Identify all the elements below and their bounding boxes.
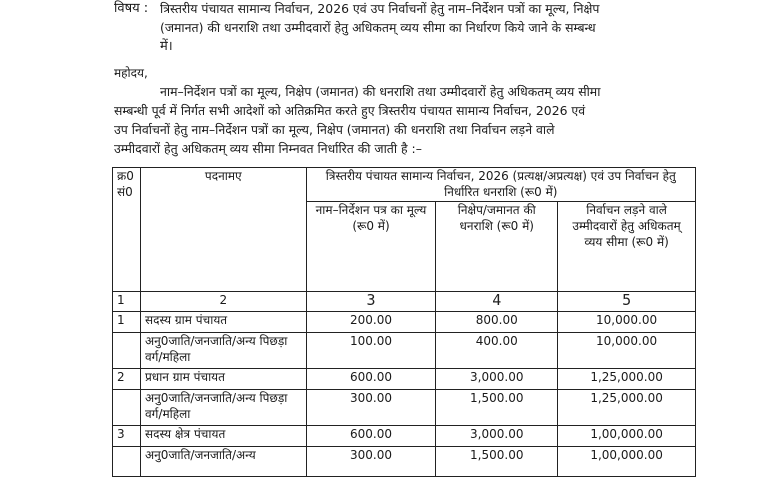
subject-line-1: त्रिस्तरीय पंचायत सामान्य निर्वाचन, 2026 एवं उप निर्वाचनों हेतु नाम–निर्देशन पत्रों का मूल्य, निक्षेप <box>160 1 600 16</box>
row-expense: 10,000.00 <box>558 333 696 369</box>
row-deposit: 3,000.00 <box>436 369 558 390</box>
row-nomination: 600.00 <box>306 369 436 390</box>
row-serial <box>113 333 141 369</box>
row-deposit: 1,500.00 <box>436 447 558 477</box>
header-group: त्रिस्तरीय पंचायत सामान्य निर्वाचन, 2026 (प्रत्यक्ष/अप्रत्यक्ष) एवं उप निर्वाचन हेतु निर्धारित धनराशि (रू0 में) <box>306 168 695 202</box>
table-row <box>113 333 696 369</box>
num-cell-4: 4 <box>436 292 558 312</box>
num-cell-1: 1 <box>113 292 141 312</box>
row-post: सदस्य ग्राम पंचायत <box>140 312 306 333</box>
table-number-row <box>113 292 696 312</box>
row-nomination: 100.00 <box>306 333 436 369</box>
row-deposit: 1,500.00 <box>436 390 558 426</box>
row-post: अनु0जाति/जनजाति/अन्य पिछड़ा वर्ग/महिला <box>140 333 306 369</box>
table-row <box>113 312 696 333</box>
row-post: प्रधान ग्राम पंचायत <box>140 369 306 390</box>
row-deposit: 400.00 <box>436 333 558 369</box>
row-nomination: 300.00 <box>306 447 436 477</box>
num-cell-2: 2 <box>140 292 306 312</box>
row-post: अनु0जाति/जनजाति/अन्य <box>140 447 306 477</box>
row-expense: 1,00,000.00 <box>558 447 696 477</box>
row-expense: 1,00,000.00 <box>558 426 696 447</box>
header-post: पदनामए <box>140 168 306 292</box>
table-row <box>113 369 696 390</box>
row-nomination: 200.00 <box>306 312 436 333</box>
row-serial <box>113 390 141 426</box>
row-expense: 1,25,000.00 <box>558 390 696 426</box>
row-serial: 1 <box>113 312 141 333</box>
row-deposit: 800.00 <box>436 312 558 333</box>
header-expense: निर्वाचन लड़ने वाले उम्मीदवारों हेतु अधिकतम् व्यय सीमा (रू0 में) <box>558 202 696 292</box>
fee-table <box>112 167 696 477</box>
row-expense: 10,000.00 <box>558 312 696 333</box>
num-cell-5: 5 <box>558 292 696 312</box>
table-header-row-1 <box>113 168 696 202</box>
num-cell-3: 3 <box>306 292 436 312</box>
row-serial: 2 <box>113 369 141 390</box>
header-nomination: नाम–निर्देशन पत्र का मूल्य (रू0 में) <box>306 202 436 292</box>
row-nomination: 300.00 <box>306 390 436 426</box>
salutation: महोदय, <box>114 66 148 80</box>
row-serial: 3 <box>113 426 141 447</box>
subject-line-3: में। <box>160 39 173 54</box>
row-expense: 1,25,000.00 <box>558 369 696 390</box>
row-serial <box>113 447 141 477</box>
row-nomination: 600.00 <box>306 426 436 447</box>
row-post: अनु0जाति/जनजाति/अन्य पिछड़ा वर्ग/महिला <box>140 390 306 426</box>
subject-line-2: (जमानत) की धनराशि तथा उम्मीदवारों हेतु अधिकतम् व्यय सीमा का निर्धारण किये जाने के सम्बन्ध <box>160 20 596 35</box>
table-row <box>113 447 696 477</box>
body-line-4: उम्मीदवारों हेतु अधिकतम् व्यय सीमा निम्नवत निर्धारित की जाती है :– <box>114 141 422 156</box>
header-deposit: निक्षेप/जमानत की धनराशि (रू0 में) <box>436 202 558 292</box>
row-post: सदस्य क्षेत्र पंचायत <box>140 426 306 447</box>
body-line-1: नाम–निर्देशन पत्रों का मूल्य, निक्षेप (जमानत) की धनराशि तथा उम्मीदवारों हेतु अधिकतम् व्यय सीमा <box>160 84 601 99</box>
body-line-3: उप निर्वाचनों हेतु नाम–निर्देशन पत्रों का मूल्य, निक्षेप (जमानत) की धनराशि तथा निर्वाचन लड़ने वाले <box>114 122 555 137</box>
body-line-2: सम्बन्धी पूर्व में निर्गत सभी आदेशों को अतिक्रमित करते हुए त्रिस्तरीय पंचायत सामान्य निर्वाचन, 2026 एवं <box>114 103 586 118</box>
table-row <box>113 426 696 447</box>
subject-label: विषय : <box>114 1 149 16</box>
row-deposit: 3,000.00 <box>436 426 558 447</box>
table-row <box>113 390 696 426</box>
header-serial: क्र0 सं0 <box>113 168 141 292</box>
